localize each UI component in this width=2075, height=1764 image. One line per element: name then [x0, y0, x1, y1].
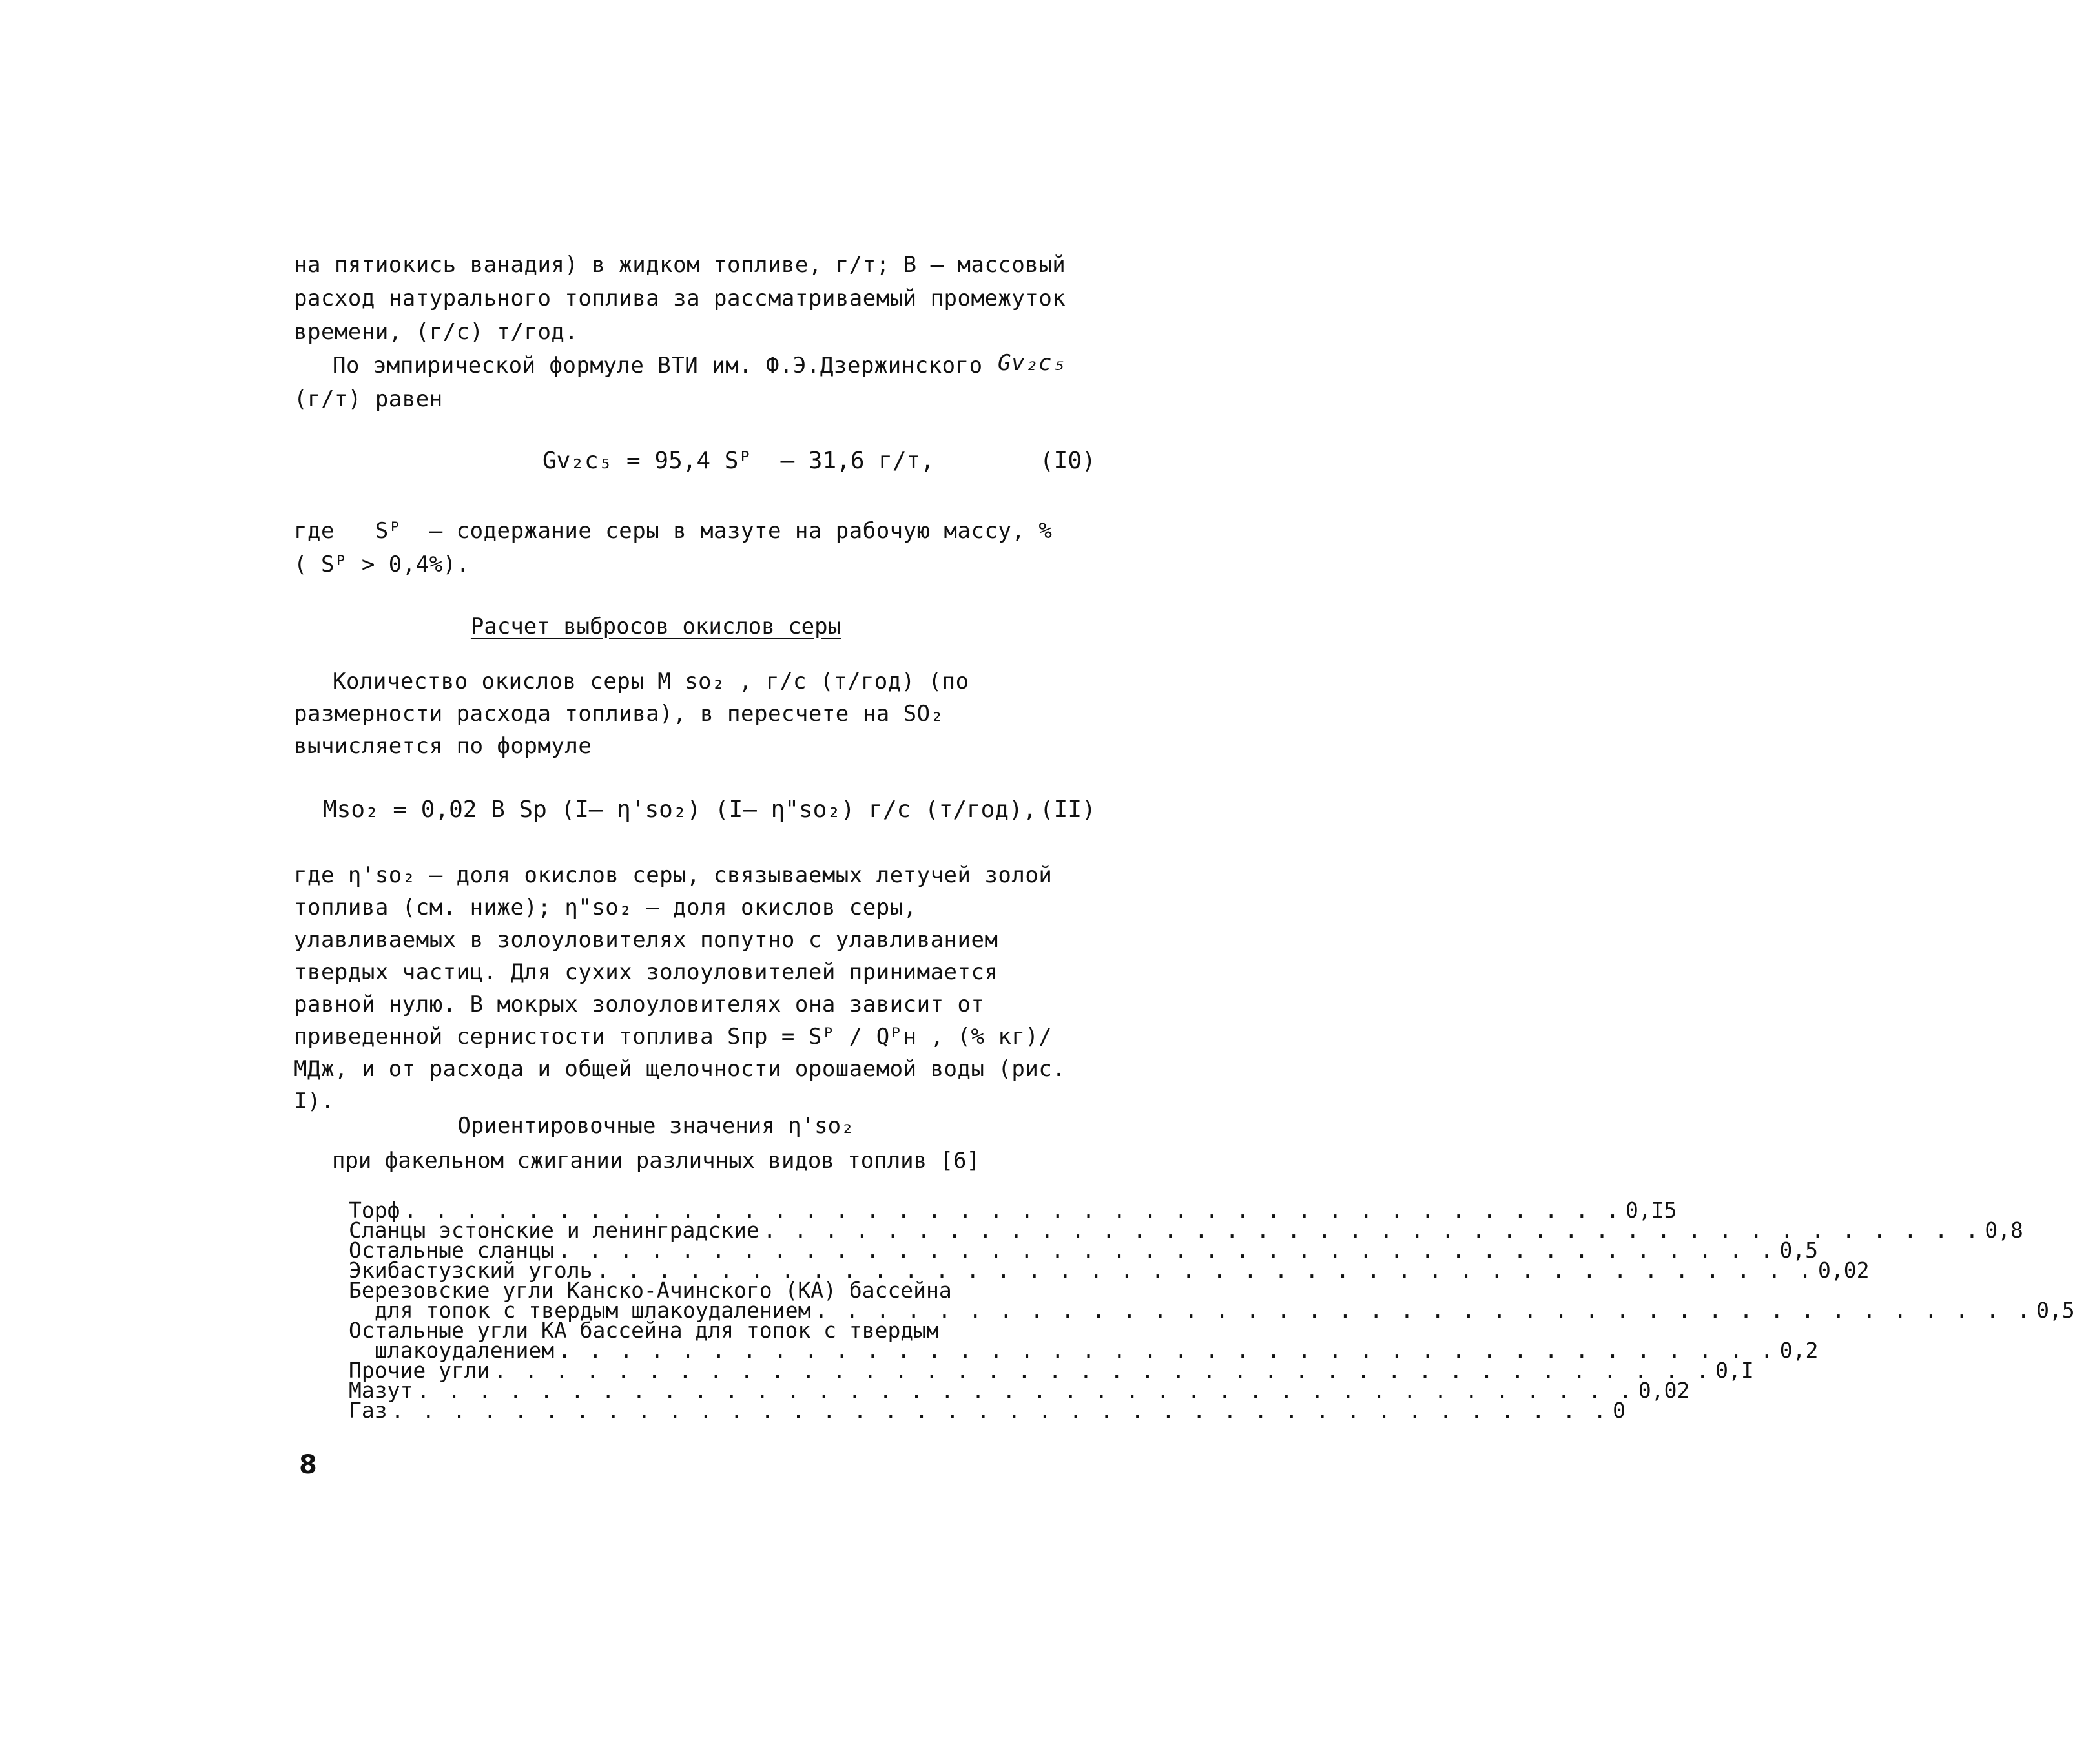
equation-number: (I0) [1040, 448, 1096, 474]
paragraph-line: времени, (г/с) т/год. [294, 319, 579, 345]
paragraph-line: По эмпирической формуле ВТИ им. Ф.Э.Дзержинского [333, 353, 983, 379]
table-row-value: 0,5 [2036, 1298, 2075, 1323]
table-row-value: 0,I [1715, 1358, 1754, 1383]
dot-leader: . . . . . . . . . . . . . . . . . . . . . . . . . . . . . . . . . . . . . . . . [417, 1378, 1635, 1403]
table-row-value: 0,02 [1638, 1378, 1690, 1403]
formula-symbol: Gv₂c₅ [998, 350, 1066, 376]
table-row-label: Остальные угли КА бассейна для топок с твердым [349, 1318, 939, 1343]
table-row-label: Торф [349, 1198, 400, 1223]
table-row-label: Мазут [349, 1378, 413, 1403]
paragraph-line: на пятиокись ванадия) в жидком топливе, г/т; В – массовый [294, 252, 1066, 278]
table-row-label: Остальные сланцы [349, 1238, 554, 1263]
formula-11: Mso₂ = 0,02 B Sp (I– η'so₂) (I– η"so₂) г/с (т/год), [323, 796, 1037, 823]
table-row-value: 0 [1613, 1398, 1626, 1423]
page-number: 8 [299, 1450, 317, 1480]
table-row-value: 0,2 [1779, 1338, 1819, 1363]
formula-10: Gv₂c₅ = 95,4 Sᴾ – 31,6 г/т, [542, 448, 934, 474]
paragraph-line: где Sᴾ – содержание серы в мазуте на рабочую массу, % [294, 518, 1053, 544]
dot-leader: . . . . . . . . . . . . . . . . . . . . . . . . . . . . . . . . . . . . . . . . [763, 1218, 1981, 1243]
table-title: Ориентировочные значения η'so₂ [457, 1113, 854, 1139]
table-subtitle: при факельном сжигании различных видов топлив [6] [331, 1148, 980, 1174]
table-row-label: Прочие угли [349, 1358, 490, 1383]
table-row-label: Экибастузский уголь [349, 1258, 593, 1283]
table-row-value: 0,02 [1818, 1258, 1870, 1283]
table-row-label: Сланцы эстонские и ленинградские [349, 1218, 759, 1243]
dot-leader: . . . . . . . . . . . . . . . . . . . . . . . . . . . . . . . . . . . . . . . . [596, 1258, 1815, 1283]
table-row [349, 1398, 1626, 1423]
table-row-value: 0,8 [1985, 1218, 2023, 1243]
equation-number: (II) [1040, 796, 1096, 823]
dot-leader: . . . . . . . . . . . . . . . . . . . . . . . . . . . . . . . . . . . . . . . . [557, 1238, 1776, 1263]
paragraph: где η'so₂ – доля окислов серы, связываемых летучей золой топлива (см. ниже); η"so₂ – доля окислов серы, улавливаемых в золоуловителях попутно с улавливанием твердых частиц. Для сухих золоуловителей принимается равной нулю. В мокрых золоуловителях она зависит от приведенной сернистости топлива Sпр = Sᴾ / Qᴾн , (% кг)/МДж, и от расхода и общей щелочности орошаемой воды (рис. I). [294, 862, 1066, 1114]
table-row-label: для топок с твердым шлакоудалением [375, 1298, 811, 1323]
coefficient-table [349, 1198, 2075, 1423]
table-row-value: 0,5 [1779, 1238, 1819, 1263]
dot-leader: . . . . . . . . . . . . . . . . . . . . . . . . . . . . . . . . . . . . . . . . [404, 1198, 1622, 1223]
dot-leader: . . . . . . . . . . . . . . . . . . . . . . . . . . . . . . . . . . . . . . . . [493, 1358, 1712, 1383]
table-row-label: Газ [349, 1398, 387, 1423]
table-row-label: Березовские угли Канско-Ачинского (КА) бассейна [349, 1278, 952, 1303]
paragraph-line: расход натурального топлива за рассматриваемый промежуток [294, 285, 1066, 311]
section-heading: Расчет выбросов окислов серы [470, 614, 841, 639]
dot-leader: . . . . . . . . . . . . . . . . . . . . . . . . . . . . . . . . . . . . . . . . [558, 1338, 1776, 1363]
paragraph-line: (г/т) равен [294, 386, 443, 412]
table-row-label: шлакоудалением [375, 1338, 555, 1363]
dot-leader: . . . . . . . . . . . . . . . . . . . . . . . . . . . . . . . . . . . . . . . . [814, 1298, 2033, 1323]
paragraph: Количество окислов серы M so₂ , г/с (т/год) (по размерности расхода топлива), в пересчете на SO₂ вычисляется по формуле [294, 669, 969, 759]
dot-leader: . . . . . . . . . . . . . . . . . . . . . . . . . . . . . . . . . . . . . . . . [391, 1398, 1609, 1423]
table-row-value: 0,I5 [1626, 1198, 1677, 1223]
paragraph-line: ( Sᴾ > 0,4%). [294, 552, 470, 577]
